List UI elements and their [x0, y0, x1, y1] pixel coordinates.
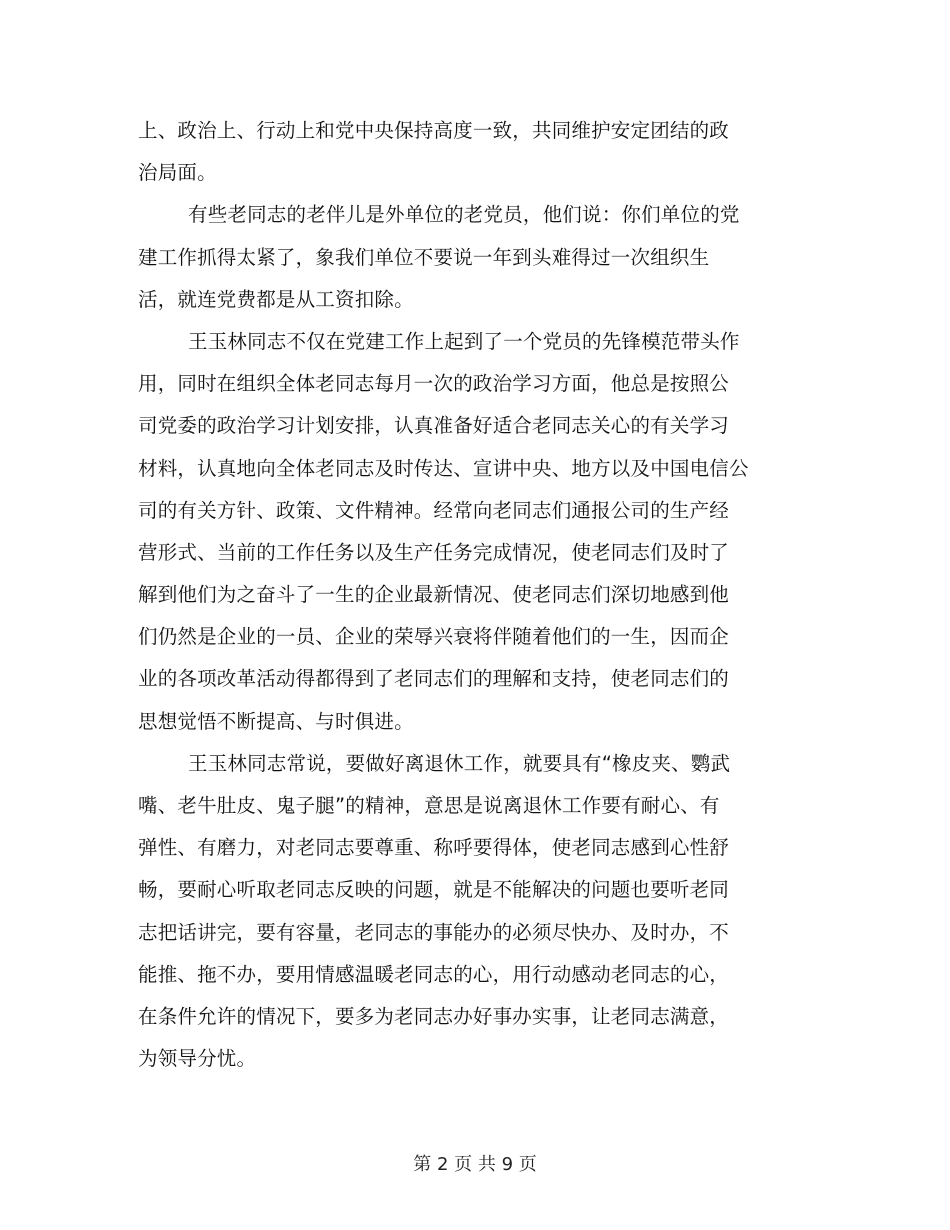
- text-line: 上、政治上、行动上和党中央保持高度一致，共同维护安定团结的政: [138, 119, 730, 142]
- text-line: 材料，认真地向全体老同志及时传达、宣讲中央、地方以及中国电信公: [138, 456, 749, 480]
- body-text: [138, 110, 778, 1080]
- text-line: 嘴、老牛肚皮、鬼子腿”的精神，意思是说离退休工作要有耐心、有: [138, 794, 720, 817]
- text-line: 治局面。: [138, 161, 217, 185]
- paragraph-start-line: 王玉林同志不仅在党建工作上起到了一个党员的先锋模范带头作: [188, 329, 740, 353]
- text-line: 畅，要耐心听取老同志反映的问题，就是不能解决的问题也要听老同: [138, 878, 730, 902]
- text-line: 活，就连党费都是从工资扣除。: [138, 287, 414, 311]
- text-line: 能推、拖不办，要用情感温暖老同志的心，用行动感动老同志的心，: [138, 962, 730, 986]
- text-line: 建工作抓得太紧了，象我们单位不要说一年到头难得过一次组织生: [138, 245, 710, 269]
- text-line: 们仍然是企业的一员、企业的荣辱兴衰将伴随着他们的一生，因而企: [138, 625, 730, 649]
- text-line: 志把话讲完，要有容量，老同志的事能办的必须尽快办、及时办，不: [138, 920, 730, 944]
- text-line: 业的各项改革活动得都得到了老同志们的理解和支持，使老同志们的: [138, 667, 730, 691]
- text-line: 弹性、有磨力，对老同志要尊重、称呼要得体，使老同志感到心性舒: [138, 836, 730, 860]
- text-line: 用，同时在组织全体老同志每月一次的政治学习方面，他总是按照公: [138, 372, 730, 396]
- text-line: 司的有关方针、政策、文件精神。经常向老同志们通报公司的生产经: [138, 498, 730, 522]
- text-line: 为领导分忧。: [138, 1047, 257, 1071]
- paragraph-start-line: 有些老同志的老伴儿是外单位的老党员，他们说：你们单位的党: [188, 203, 740, 227]
- paragraph-start-line: 王玉林同志常说，要做好离退休工作，就要具有“橡皮夹、鹦武: [188, 751, 731, 775]
- text-line: 思想觉悟不断提高、与时俱进。: [138, 709, 414, 733]
- text-line: 司党委的政治学习计划安排，认真准备好适合老同志关心的有关学习: [138, 414, 730, 438]
- text-line: 解到他们为之奋斗了一生的企业最新情况、使老同志们深切地感到他: [138, 583, 730, 607]
- text-line: 在条件允许的情况下，要多为老同志办好事办实事，让老同志满意，: [138, 1004, 730, 1028]
- text-line: 营形式、当前的工作任务以及生产任务完成情况，使老同志们及时了: [138, 540, 730, 564]
- page-number-footer: 第 2 页 共 9 页: [413, 1154, 537, 1175]
